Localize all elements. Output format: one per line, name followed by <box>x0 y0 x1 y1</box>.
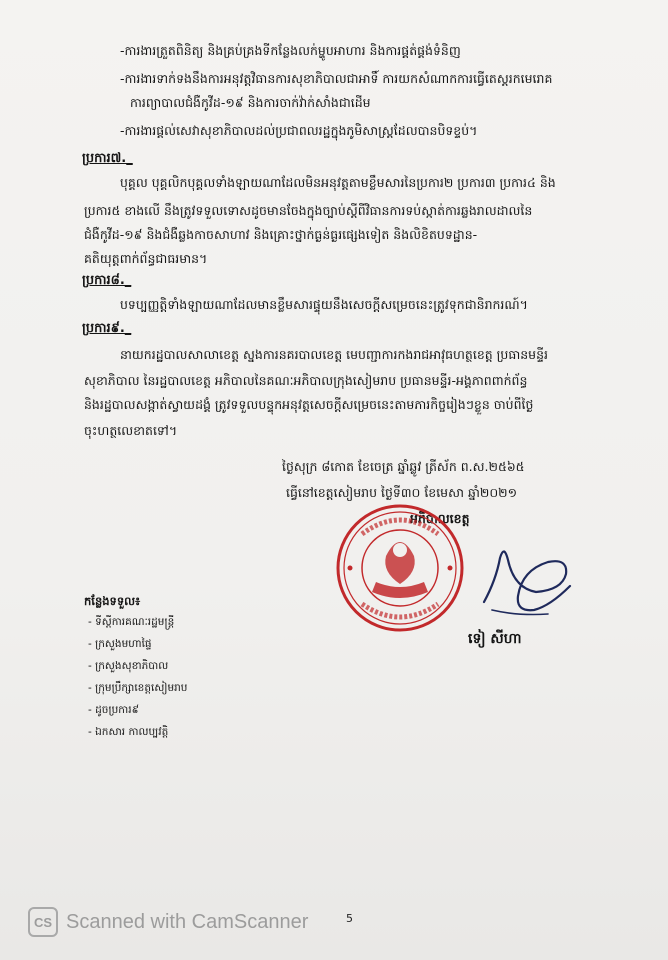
recipient-item: - ក្រុមប្រឹក្សាខេត្តសៀមរាប <box>88 682 188 694</box>
article-7-line-1: បុគ្គល បុគ្គលិកបុគ្គលទាំងឡាយណាដែលមិនអនុវត្តតាមខ្លឹមសារនៃប្រការ២ ប្រការ៣ ប្រការ៤ និង <box>120 175 556 190</box>
article-7-heading: ប្រការ៧._ <box>82 151 133 166</box>
article-9-heading: ប្រការ៩._ <box>82 321 132 336</box>
article-9-line-1: នាយករដ្ឋបាលសាលាខេត្ត ស្នងការនគរបាលខេត្ត មេបញ្ជាការកងរាជអាវុធហត្ថខេត្ត ប្រធានមន្ទីរ <box>120 347 548 362</box>
recipient-item: - ក្រសួងមហាផ្ទៃ <box>88 638 152 650</box>
article-8-heading: ប្រការ៨._ <box>82 273 132 288</box>
camscanner-logo-icon: CS <box>28 907 58 937</box>
article-9-line-2: សុខាភិបាល នៃរដ្ឋបាលខេត្ត អភិបាលនៃគណៈអភិបាលក្រុងសៀមរាប ប្រធានមន្ទីរ-អង្គភាពពាក់ព័ន្ធ <box>84 373 528 388</box>
recipients-heading: កន្លែងទទួល៖ <box>84 594 141 608</box>
article-9-line-4: ចុះហត្ថលេខាតទៅ។ <box>84 423 178 438</box>
article-7-line-3: ជំងឺកូវីដ-១៩ និងជំងឺឆ្លងកាចសាហាវ និងគ្រោះថ្នាក់ធ្ងន់ធ្ងរផ្សេងទៀត និងលិខិតបទដ្ឋាន- <box>84 227 478 242</box>
recipient-item: - ឯកសារ កាលប្បវត្តិ <box>88 726 169 738</box>
signer-name: ទៀ សីហា <box>468 631 522 647</box>
bullet-line-1: -ការងារត្រួតពិនិត្យ និងគ្រប់គ្រងទីកន្លែងលក់ម្ហូបអាហារ និងការផ្គត់ផ្គង់ទំនិញ <box>120 43 461 58</box>
article-9-line-3: និងរដ្ឋបាលសង្កាត់ស្វាយដង្គំ ត្រូវទទួលបន្ទុកអនុវត្តសេចក្តីសម្រេចនេះតាមភារកិច្ចរៀងៗខ្លួន ចាប់ពីថ្ងៃ <box>84 397 534 412</box>
bullet-line-2: -ការងារទាក់ទងនឹងការអនុវត្តវិធានការសុខាភិបាលជាអាទិ៍ ការយកសំណាកការធ្វើតេស្តរកមេរោគ <box>120 71 553 86</box>
recipient-item: - ទីស្តីការគណៈរដ្ឋមន្ត្រី <box>88 616 175 628</box>
article-7-line-2: ប្រការ៥ ខាងលើ នឹងត្រូវទទួលទោសដូចមានចែងក្នុងច្បាប់ស្តីពីវិធានការទប់ស្កាត់ការឆ្លងរាលដាលនៃ <box>84 203 533 218</box>
bullet-line-2-continued: ការព្យាបាលជំងឺកូវីដ-១៩ និងការចាក់វ៉ាក់សាំងជាដើម <box>130 95 371 110</box>
article-7-line-4: គតិយុត្តពាក់ព័ន្ធជាធរមាន។ <box>84 251 208 266</box>
camscanner-watermark <box>28 904 308 940</box>
signature <box>478 540 578 620</box>
lunar-date: ថ្ងៃសុក្រ ៨កោត ខែចេត្រ ឆ្នាំឆ្លូវ ត្រីស័ក ព.ស.២៥៦៥ <box>282 459 525 474</box>
signer-title: អភិបាលខេត្ត <box>410 511 470 526</box>
official-seal-stamp <box>332 500 468 636</box>
page-number: 5 <box>346 912 353 925</box>
article-8-line-1: បទប្បញ្ញត្តិទាំងឡាយណាដែលមានខ្លឹមសារផ្ទុយនឹងសេចក្តីសម្រេចនេះត្រូវទុកជានិរាករណ៍។ <box>120 297 528 312</box>
bullet-line-3: -ការងារផ្តល់សេវាសុខាភិបាលដល់ប្រជាពលរដ្ឋក្នុងភូមិសាស្ត្រដែលបានបិទខ្ទប់។ <box>120 123 478 138</box>
solar-date: ធ្វើនៅខេត្តសៀមរាប ថ្ងៃទី៣០ ខែមេសា ឆ្នាំ២០២១ <box>286 485 518 500</box>
recipient-item: - ក្រសួងសុខាភិបាល <box>88 660 169 672</box>
recipient-item: - ដូចប្រការ៩ <box>88 704 140 716</box>
camscanner-text: Scanned with CamScanner <box>66 910 309 933</box>
